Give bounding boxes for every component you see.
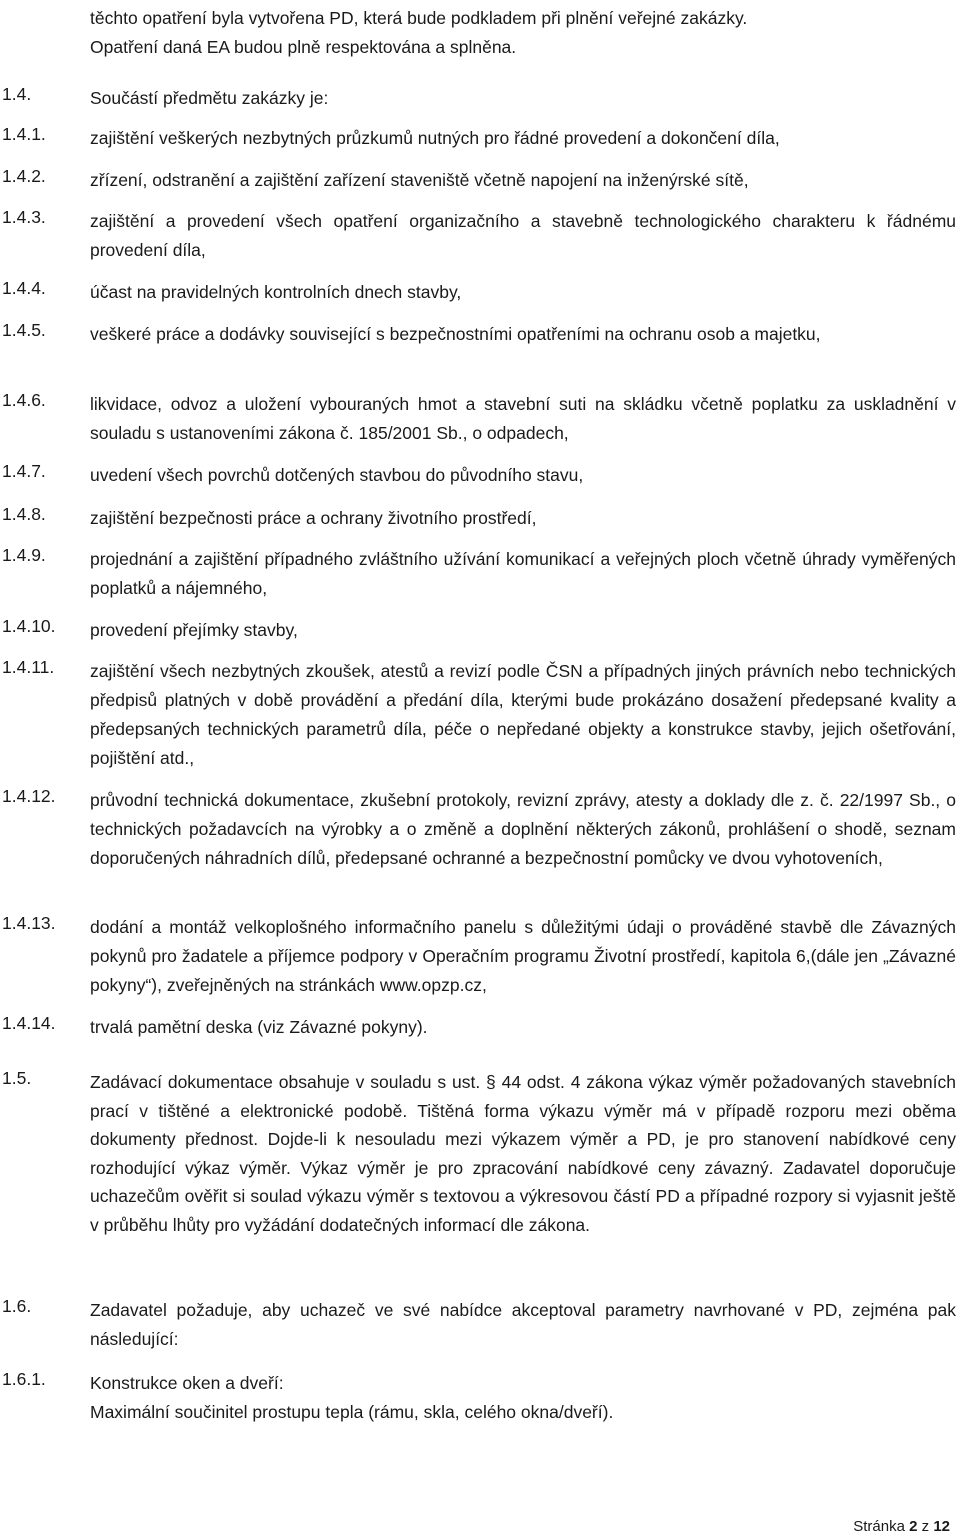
item-number: 1.5.: [2, 1068, 32, 1088]
item-text: uvedení všech povrchů dotčených stavbou do původního stavu,: [90, 465, 584, 485]
item-number: 1.4.11.: [2, 657, 55, 677]
item-number: 1.6.: [2, 1296, 32, 1316]
item-text: průvodní technická dokumentace, zkušební protokoly, revizní zprávy, atesty a doklady dle z. č. 22/1997 Sb., o technických požadavcích na výrobky a o změně a doplnění některých zákonů, prohlášení o shodě, seznam doporučených náhradních dílů, předepsané ochranné a bezpečnostní pomůcky ve dvou vyhotoveních,: [90, 790, 956, 868]
item-text: zřízení, odstranění a zajištění zařízení staveniště včetně napojení na inženýrské sítě,: [90, 170, 749, 190]
item-text: účast na pravidelných kontrolních dnech stavby,: [90, 282, 462, 302]
item-number: 1.4.6.: [2, 390, 46, 410]
item-heading: Konstrukce oken a dveří:: [90, 1373, 284, 1393]
item-text: dodání a montáž velkoplošného informačního panelu s důležitými údaji o prováděné stavbě dle Závazných pokynů pro žadatele a příjemce podpory v Operačním programu Životní prostředí, kapitola 6,(dále jen „Závazné pokyny“), zveřejněných na stránkách www.opzp.cz,: [90, 917, 956, 995]
current-page: 2: [909, 1518, 918, 1535]
item-number: 1.4.3.: [2, 207, 46, 227]
item-text: provedení přejímky stavby,: [90, 620, 298, 640]
item-number: 1.4.9.: [2, 545, 46, 565]
item-text: trvalá pamětní deska (viz Závazné pokyny).: [90, 1017, 428, 1037]
item-text: [90, 1369, 956, 1427]
page-separator: z: [921, 1518, 930, 1535]
item-number: 1.4.13.: [2, 913, 56, 933]
intro-line: Opatření daná EA budou plně respektována a splněna.: [90, 37, 517, 57]
item-number: 1.4.: [2, 84, 32, 104]
item-subtext: Maximální součinitel prostupu tepla (rámu, skla, celého okna/dveří).: [90, 1402, 614, 1422]
item-text: Součástí předmětu zakázky je:: [90, 88, 329, 108]
item-text: likvidace, odvoz a uložení vybouraných hmot a stavební suti na skládku včetně poplatku za uskladnění v souladu s ustanoveními zákona č. 185/2001 Sb., o odpadech,: [90, 394, 956, 443]
item-number: 1.6.1.: [2, 1369, 46, 1389]
item-number: 1.4.8.: [2, 504, 46, 524]
item-text: zajištění a provedení všech opatření organizačního a stavebně technologického charakteru k řádnému provedení díla,: [90, 211, 956, 260]
item-text: Zadavatel požaduje, aby uchazeč ve své nabídce akceptoval parametry navrhované v PD, zejména pak následující:: [90, 1300, 956, 1349]
item-number: 1.4.7.: [2, 461, 46, 481]
item-text: Zadávací dokumentace obsahuje v souladu s ust. § 44 odst. 4 zákona výkaz výměr požadovaných stavebních prací v tištěné a elektronické podobě. Tištěná forma výkazu výměr má v případě rozporu mezi oběma dokumenty přednost. Dojde-li k nesouladu mezi výkazem výměr a PD, je pro stanovení nabídkové ceny rozhodující výkaz výměr. Výkaz výměr je pro zpracování nabídkové ceny závazný. Zadavatel doporučuje uchazečům ověřit si soulad výkazu výměr s textovou a výkresovou částí PD a případné rozpory si vyjasnit ještě v průběhu lhůty pro vyžádání dodatečných informací dle zákona.: [90, 1072, 956, 1235]
page-label: Stránka: [853, 1518, 905, 1535]
item-number: 1.4.5.: [2, 320, 46, 340]
item-number: 1.4.10.: [2, 616, 56, 636]
intro-line: těchto opatření byla vytvořena PD, která bude podkladem při plnění veřejné zakázky.: [90, 8, 748, 28]
item-number: 1.4.2.: [2, 166, 46, 186]
item-text: veškeré práce a dodávky související s bezpečnostními opatřeními na ochranu osob a majetku,: [90, 324, 821, 344]
item-text: zajištění všech nezbytných zkoušek, atestů a revizí podle ČSN a případných jiných právních nebo technických předpisů platných v době provádění a předání díla, kterými bude prokázáno dosažení předepsané kvality a předepsaných technických parametrů díla, péče o nepředané objekty a konstrukce stavby, jejich ošetřování, pojištění atd.,: [90, 661, 956, 768]
item-number: 1.4.1.: [2, 124, 46, 144]
item-text: zajištění bezpečnosti práce a ochrany životního prostředí,: [90, 508, 537, 528]
intro-paragraph: [90, 4, 956, 62]
item-number: 1.4.12.: [2, 786, 56, 806]
item-text: zajištění veškerých nezbytných průzkumů nutných pro řádné provedení a dokončení díla,: [90, 128, 780, 148]
item-text: projednání a zajištění případného zvláštního užívání komunikací a veřejných ploch včetně úhrady vyměřených poplatků a nájemného,: [90, 549, 956, 598]
item-number: 1.4.14.: [2, 1013, 56, 1033]
page-footer: [853, 1518, 950, 1535]
total-pages: 12: [933, 1518, 950, 1535]
item-number: 1.4.4.: [2, 278, 46, 298]
